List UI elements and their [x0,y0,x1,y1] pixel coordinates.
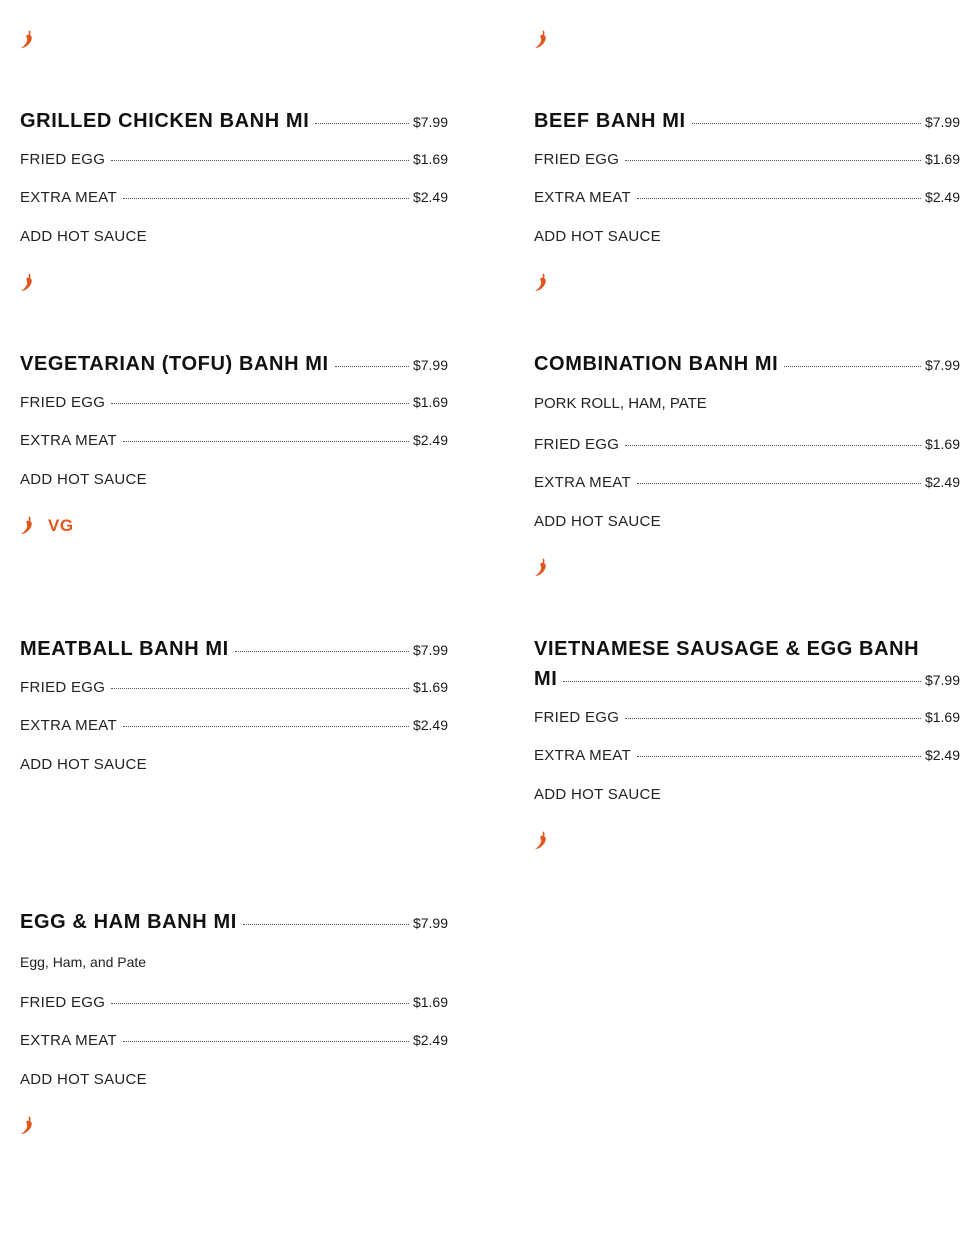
addon-price: $2.49 [924,189,960,205]
menu-column-right [534,0,960,1234]
leader-dots [111,160,409,161]
addon-name: FRIED EGG [20,994,106,1011]
addon-price: $1.69 [924,709,960,725]
addon-name: EXTRA MEAT [534,474,631,491]
item-name: COMBINATION BANH MI [534,353,779,375]
addon-price: $1.69 [924,436,960,452]
item-name-line-1[interactable]: VIETNAMESE SAUSAGE & EGG BANH [534,638,920,660]
addon-price: $2.49 [412,432,448,448]
add-hot-sauce-option[interactable]: ADD HOT SAUCE [534,513,661,530]
vegetarian-badge: VG [48,516,74,535]
leader-dots [111,688,409,689]
leader-dots [637,198,921,199]
addon-name: FRIED EGG [20,151,106,168]
item-price: $7.99 [924,672,960,688]
addon-name: EXTRA MEAT [20,717,117,734]
addon-name: EXTRA MEAT [20,1032,117,1049]
addon-row[interactable] [20,189,448,206]
item-price: $7.99 [924,357,960,373]
addon-row[interactable] [20,994,448,1011]
addon-row[interactable] [20,394,448,411]
item-price: $7.99 [412,114,448,130]
leader-dots [123,441,409,442]
add-hot-sauce-option[interactable]: ADD HOT SAUCE [20,471,147,488]
item-price: $7.99 [412,915,448,931]
item-price: $7.99 [924,114,960,130]
item-name: EGG & HAM BANH MI [20,911,237,933]
item-name: VEGETARIAN (TOFU) BANH MI [20,353,329,375]
addon-row[interactable] [20,1032,448,1049]
addon-price: $1.69 [412,151,448,167]
addon-row[interactable] [534,151,960,168]
addon-name: FRIED EGG [20,679,106,696]
addon-name: EXTRA MEAT [20,432,117,449]
addon-price: $2.49 [412,189,448,205]
item-price: $7.99 [412,642,448,658]
item-tags [534,831,548,851]
leader-dots [692,123,921,124]
addon-name: FRIED EGG [20,394,106,411]
menu-item-title[interactable] [534,110,960,133]
addon-row[interactable] [534,189,960,206]
item-tags [20,1116,34,1136]
addon-row[interactable] [534,436,960,453]
chili-pepper-icon [20,273,34,293]
item-description: Egg, Ham, and Pate [20,954,147,970]
menu-item-title[interactable] [20,353,448,376]
item-name: BEEF BANH MI [534,110,686,132]
leader-dots [637,483,921,484]
item-name: GRILLED CHICKEN BANH MI [20,110,310,132]
addon-name: FRIED EGG [534,709,620,726]
addon-row[interactable] [20,717,448,734]
menu-item-title[interactable] [534,353,960,376]
addon-row[interactable] [20,151,448,168]
leader-dots [111,1003,409,1004]
chili-pepper-icon [534,273,548,293]
leader-dots [123,1041,409,1042]
add-hot-sauce-option[interactable]: ADD HOT SAUCE [20,228,147,245]
chili-pepper-icon [534,831,548,851]
addon-price: $2.49 [412,717,448,733]
item-tags [534,273,548,293]
menu-item-title[interactable] [534,668,960,691]
addon-name: FRIED EGG [534,436,620,453]
addon-price: $1.69 [924,151,960,167]
leader-dots [335,366,409,367]
addon-name: EXTRA MEAT [534,189,631,206]
addon-row[interactable] [20,679,448,696]
chili-pepper-icon [20,516,34,536]
leader-dots [563,681,921,682]
addon-row[interactable] [20,432,448,449]
leader-dots [625,445,921,446]
addon-name: EXTRA MEAT [20,189,117,206]
add-hot-sauce-option[interactable]: ADD HOT SAUCE [534,786,661,803]
leader-dots [315,123,409,124]
addon-price: $1.69 [412,394,448,410]
item-price: $7.99 [412,357,448,373]
leader-dots [625,718,921,719]
leader-dots [243,924,409,925]
addon-row[interactable] [534,747,960,764]
menu-item-title[interactable] [20,638,448,661]
leader-dots [123,198,409,199]
item-tags [20,273,34,293]
addon-row[interactable] [534,709,960,726]
chili-pepper-icon [20,1116,34,1136]
addon-row[interactable] [534,474,960,491]
addon-price: $2.49 [924,474,960,490]
add-hot-sauce-option[interactable]: ADD HOT SAUCE [534,228,661,245]
chili-pepper-icon [534,558,548,578]
leader-dots [123,726,409,727]
menu-column-left [20,0,448,1234]
item-tags [20,516,74,536]
add-hot-sauce-option[interactable]: ADD HOT SAUCE [20,1071,147,1088]
add-hot-sauce-option[interactable]: ADD HOT SAUCE [20,756,147,773]
menu-item-title[interactable] [20,911,448,934]
leader-dots [637,756,921,757]
item-name: MEATBALL BANH MI [20,638,229,660]
item-name-line-2: MI [534,668,558,690]
item-description: PORK ROLL, HAM, PATE [534,395,707,412]
addon-name: EXTRA MEAT [534,747,631,764]
leader-dots [784,366,921,367]
addon-price: $1.69 [412,994,448,1010]
addon-name: FRIED EGG [534,151,620,168]
addon-price: $1.69 [412,679,448,695]
leader-dots [625,160,921,161]
addon-price: $2.49 [412,1032,448,1048]
addon-price: $2.49 [924,747,960,763]
leader-dots [235,651,409,652]
leader-dots [111,403,409,404]
item-tags [534,558,548,578]
menu-item-title[interactable] [20,110,448,133]
